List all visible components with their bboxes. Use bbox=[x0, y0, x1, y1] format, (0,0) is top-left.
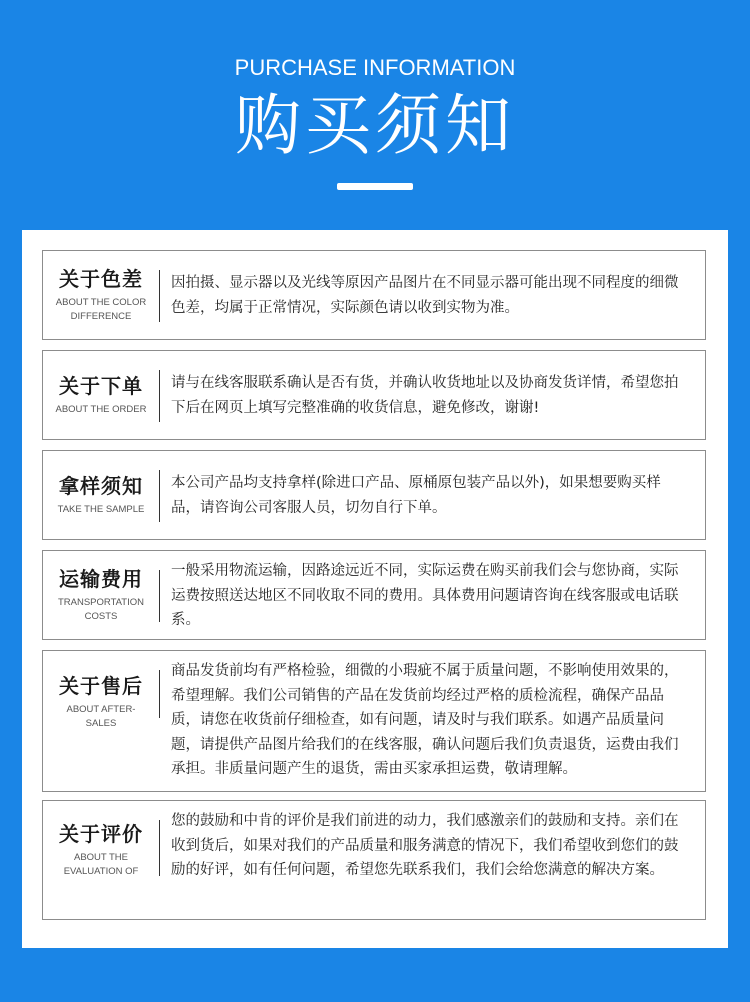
section-title: 关于色差 bbox=[59, 267, 143, 291]
section-divider bbox=[159, 570, 160, 622]
section-divider bbox=[159, 820, 160, 876]
section-sample bbox=[42, 450, 706, 540]
header bbox=[0, 0, 750, 230]
section-heading bbox=[43, 251, 159, 339]
section-subtitle: ABOUT THE EVALUATION OF bbox=[63, 852, 139, 877]
section-text: 商品发货前均有严格检验，细微的小瑕疵不属于质量问题，不影响使用效果的，希望理解。我们公司销售的产品在发货前均经过严格的质检流程，确保产品品质，请您在收货前仔细检查，如有问题，请及时与我们联系。如遇产品质量问题，请提供产品图片给我们的在线客服，确认问题后我们负责退货，运费由我们承担。非质量问题产生的退货，需由买家承担运费，敬请理解。 bbox=[171, 663, 679, 777]
section-divider bbox=[159, 670, 160, 718]
section-text: 一般采用物流运输，因路途远近不同，实际运费在购买前我们会与您协商，实际运费按照送达地区不同收取不同的费用。具体费用问题请咨询在线客服或电话联系。 bbox=[171, 563, 679, 628]
section-subtitle: ABOUT THE ORDER bbox=[55, 404, 147, 415]
section-color-difference bbox=[42, 250, 706, 340]
section-heading bbox=[43, 351, 159, 439]
info-panel bbox=[22, 230, 728, 948]
section-title: 拿样须知 bbox=[59, 474, 143, 498]
section-heading bbox=[43, 651, 159, 791]
section-divider bbox=[159, 370, 160, 422]
header-subtitle-en: PURCHASE INFORMATION bbox=[234, 55, 516, 80]
section-title: 运输费用 bbox=[59, 567, 143, 591]
section-subtitle: TAKE THE SAMPLE bbox=[57, 504, 145, 515]
section-heading bbox=[43, 451, 159, 539]
section-after-sales bbox=[42, 650, 706, 792]
section-title: 关于评价 bbox=[59, 822, 143, 846]
section-heading bbox=[43, 801, 159, 919]
section-divider bbox=[159, 270, 160, 322]
section-subtitle: ABOUT THE COLOR DIFFERENCE bbox=[55, 297, 147, 322]
title-underline bbox=[337, 183, 413, 190]
header-title: 购买须知 bbox=[235, 87, 515, 164]
section-evaluation bbox=[42, 800, 706, 920]
section-subtitle: ABOUT AFTER-SALES bbox=[66, 704, 136, 729]
section-title: 关于售后 bbox=[59, 674, 143, 698]
section-text: 请与在线客服联系确认是否有货，并确认收货地址以及协商发货详情，希望您拍下后在网页上填写完整准确的收货信息，避免修改，谢谢! bbox=[171, 375, 679, 416]
section-text: 因拍摄、显示器以及光线等原因产品图片在不同显示器可能出现不同程度的细微色差，均属于正常情况，实际颜色请以收到实物为准。 bbox=[171, 275, 679, 316]
section-text: 您的鼓励和中肯的评价是我们前进的动力，我们感激亲们的鼓励和支持。亲们在收到货后，如果对我们的产品质量和服务满意的情况下，我们希望收到您们的鼓励的好评，如有任何问题，希望您先联系我们，我们会给您满意的解决方案。 bbox=[171, 813, 679, 878]
section-title: 关于下单 bbox=[59, 374, 143, 398]
section-shipping-cost bbox=[42, 550, 706, 640]
section-text: 本公司产品均支持拿样(除进口产品、原桶原包装产品以外)，如果想要购买样品，请咨询公司客服人员，切勿自行下单。 bbox=[171, 475, 661, 516]
section-order bbox=[42, 350, 706, 440]
section-subtitle: TRANSPORTATION COSTS bbox=[57, 597, 145, 622]
section-divider bbox=[159, 470, 160, 522]
section-heading bbox=[43, 551, 159, 639]
